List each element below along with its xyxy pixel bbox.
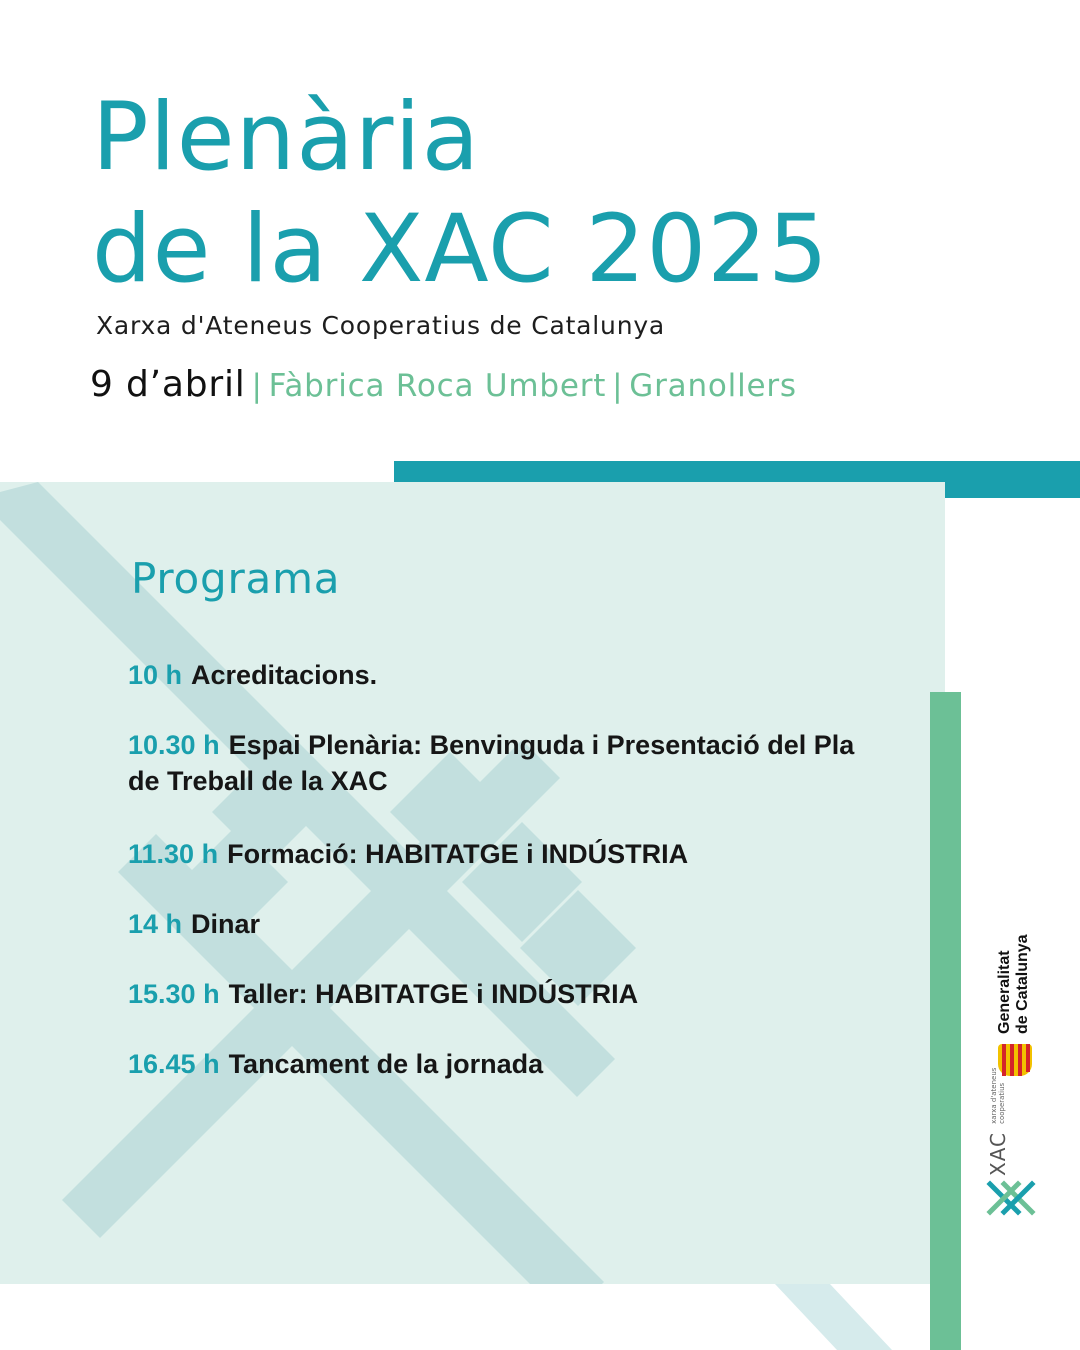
lower-white-strip — [0, 1284, 945, 1350]
generalitat-logo-text — [996, 878, 1040, 1034]
event-info-line — [90, 364, 797, 405]
program-item-time: 15.30 h — [128, 979, 220, 1009]
info-separator: | — [612, 368, 624, 404]
program-item-time: 10 h — [128, 660, 183, 690]
program-item — [128, 727, 888, 799]
xac-logo-name: XAC — [986, 1132, 1010, 1176]
program-item — [128, 836, 888, 872]
program-item — [128, 976, 888, 1012]
program-item — [128, 1046, 888, 1082]
program-item-text: Formació: HABITATGE i INDÚSTRIA — [227, 839, 689, 869]
program-item-time: 16.45 h — [128, 1049, 220, 1079]
organization-subtitle: Xarxa d'Ateneus Cooperatius de Catalunya — [96, 311, 666, 340]
event-venue: Fàbrica Roca Umbert — [268, 368, 607, 404]
program-item — [128, 906, 888, 942]
program-item-text: Acreditacions. — [191, 660, 378, 690]
program-item — [128, 657, 888, 693]
green-accent-bar — [930, 692, 961, 1350]
info-separator: | — [251, 368, 263, 404]
generalitat-line-1: Generalitat — [996, 950, 1013, 1034]
generalitat-logo — [996, 922, 1040, 1078]
program-item-text: Tancament de la jornada — [228, 1049, 544, 1079]
program-item-text: Taller: HABITATGE i INDÚSTRIA — [228, 979, 639, 1009]
xac-logo-tagline — [990, 1068, 1006, 1124]
program-item-text: Espai Plenària: Benvinguda i Presentació del Pla de Treball de la XAC — [128, 730, 855, 796]
program-item-time: 14 h — [128, 909, 183, 939]
title-line-1: Plenària — [92, 83, 481, 192]
program-title: Programa — [131, 554, 341, 603]
program-item-time: 11.30 h — [128, 839, 219, 869]
xac-tagline-2: cooperatius — [998, 1082, 1006, 1124]
title-line-2: de la XAC 2025 — [92, 195, 829, 304]
page-title — [92, 82, 829, 306]
xac-logo — [986, 1067, 1042, 1218]
xac-logo-icon — [986, 1180, 1040, 1216]
program-item-time: 10.30 h — [128, 730, 220, 760]
xac-logo-text — [986, 1067, 1036, 1176]
xac-tagline-1: xarxa d'ateneus — [990, 1067, 998, 1124]
event-city: Granollers — [629, 368, 797, 404]
program-item-text: Dinar — [191, 909, 261, 939]
generalitat-line-2: de Catalunya — [1014, 934, 1031, 1034]
event-date: 9 d’abril — [90, 364, 246, 405]
